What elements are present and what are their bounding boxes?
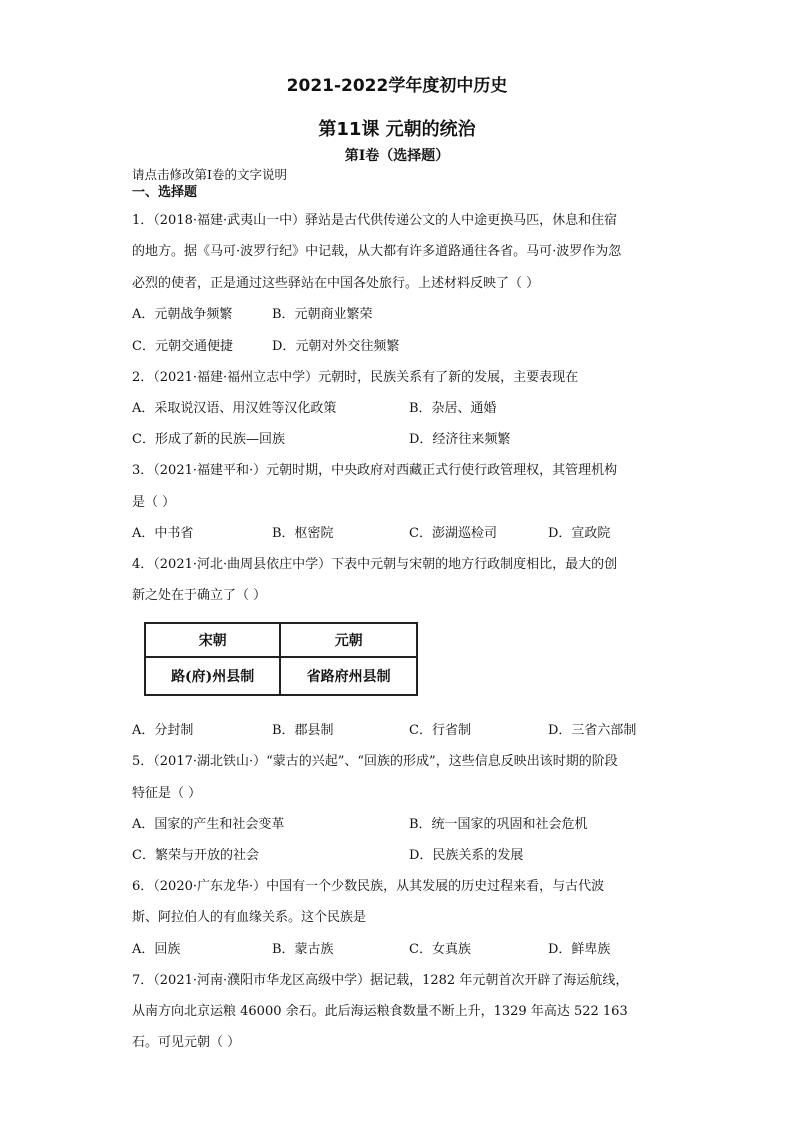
question-5-option-a[interactable]: A．国家的产生和社会变革 — [132, 817, 285, 832]
section-heading: 一、选择题 — [132, 185, 198, 200]
question-4-option-c[interactable]: C．行省制 — [409, 723, 471, 738]
question-6-option-b[interactable]: B．蒙古族 — [272, 942, 334, 957]
question-3-option-a[interactable]: A．中书省 — [132, 526, 194, 541]
question-6-line-2: 斯、阿拉伯人的有血缘关系。这个民族是 — [132, 910, 367, 925]
question-7-line-1: 7．（2021·河南·濮阳市华龙区高级中学）据记载，1282 年元朝首次开辟了海运航线， — [132, 973, 629, 988]
question-4-option-b[interactable]: B．郡县制 — [272, 723, 334, 738]
question-2-option-d[interactable]: D．经济往来频繁 — [409, 432, 511, 447]
instruction-text: 请点击修改第I卷的文字说明 — [132, 167, 287, 182]
question-1-option-a[interactable]: A．元朝战争频繁 — [132, 307, 233, 322]
question-5-option-b[interactable]: B．统一国家的巩固和社会危机 — [409, 817, 588, 832]
table-row — [145, 657, 417, 695]
question-3-line-2: 是（ ） — [132, 495, 176, 510]
question-2-line-1: 2．（2021·福建·福州立志中学）元朝时，民族关系有了新的发展，主要表现在 — [132, 370, 579, 385]
question-7-line-2: 从南方向北京运粮 46000 余石。此后海运粮食数量不断上升，1329 年高达 522 163 — [132, 1004, 628, 1019]
question-3-line-1: 3．（2021·福建平和·）元朝时期，中央政府对西藏正式行使行政管理权，其管理机构 — [132, 463, 618, 478]
table-cell-song: 路(府)州县制 — [145, 657, 280, 695]
table-header-yuan: 元朝 — [280, 623, 417, 657]
question-5-line-1: 5．（2017·湖北铁山·）“蒙古的兴起”、“回族的形成”，这些信息反映出该时期的阶段 — [132, 754, 618, 769]
question-3-option-d[interactable]: D．宣政院 — [548, 526, 611, 541]
table-header-row — [145, 623, 417, 657]
question-5-option-d[interactable]: D．民族关系的发展 — [409, 848, 524, 863]
question-1-option-b[interactable]: B．元朝商业繁荣 — [272, 307, 373, 322]
document-title: 2021-2022学年度初中历史 — [286, 76, 508, 96]
question-6-option-d[interactable]: D．鲜卑族 — [548, 942, 611, 957]
question-5-line-2: 特征是（ ） — [132, 786, 202, 801]
lesson-title: 第11课 元朝的统治 — [318, 119, 476, 140]
question-5-option-c[interactable]: C．繁荣与开放的社会 — [132, 848, 259, 863]
question-6-option-a[interactable]: A．回族 — [132, 942, 181, 957]
question-2-option-a[interactable]: A．采取说汉语、用汉姓等汉化政策 — [132, 401, 337, 416]
question-6-line-1: 6．（2020·广东龙华·）中国有一个少数民族，从其发展的历史过程来看，与古代波 — [132, 879, 605, 894]
table-header-song: 宋朝 — [145, 623, 280, 657]
volume-title: 第I卷（选择题） — [344, 148, 450, 164]
question-2-option-c[interactable]: C．形成了新的民族—回族 — [132, 432, 285, 447]
question-3-option-b[interactable]: B．枢密院 — [272, 526, 334, 541]
question-4-line-2: 新之处在于确立了（ ） — [132, 588, 267, 603]
question-1-option-d[interactable]: D．元朝对外交往频繁 — [272, 339, 400, 354]
comparison-table — [144, 622, 418, 696]
question-1-line-2: 的地方。据《马可·波罗行纪》中记载，从大都有许多道路通往各省。马可·波罗作为忽 — [132, 244, 622, 259]
question-1-line-1: 1．（2018·福建·武夷山一中）驿站是古代供传递公文的人中途更换马匹，休息和住宿 — [132, 213, 618, 228]
question-4-option-a[interactable]: A．分封制 — [132, 723, 194, 738]
question-1-line-3: 必烈的使者，正是通过这些驿站在中国各处旅行。上述材料反映了（ ） — [132, 276, 540, 291]
table-cell-yuan: 省路府州县制 — [280, 657, 417, 695]
question-4-option-d[interactable]: D．三省六部制 — [548, 723, 637, 738]
question-2-option-b[interactable]: B．杂居、通婚 — [409, 401, 497, 416]
question-7-line-3: 石。可见元朝（ ） — [132, 1035, 241, 1050]
question-4-line-1: 4．（2021·河北·曲周县依庄中学）下表中元朝与宋朝的地方行政制度相比，最大的创 — [132, 557, 618, 572]
question-6-option-c[interactable]: C．女真族 — [409, 942, 471, 957]
question-1-option-c[interactable]: C．元朝交通便捷 — [132, 339, 233, 354]
question-3-option-c[interactable]: C．澎湖巡检司 — [409, 526, 497, 541]
